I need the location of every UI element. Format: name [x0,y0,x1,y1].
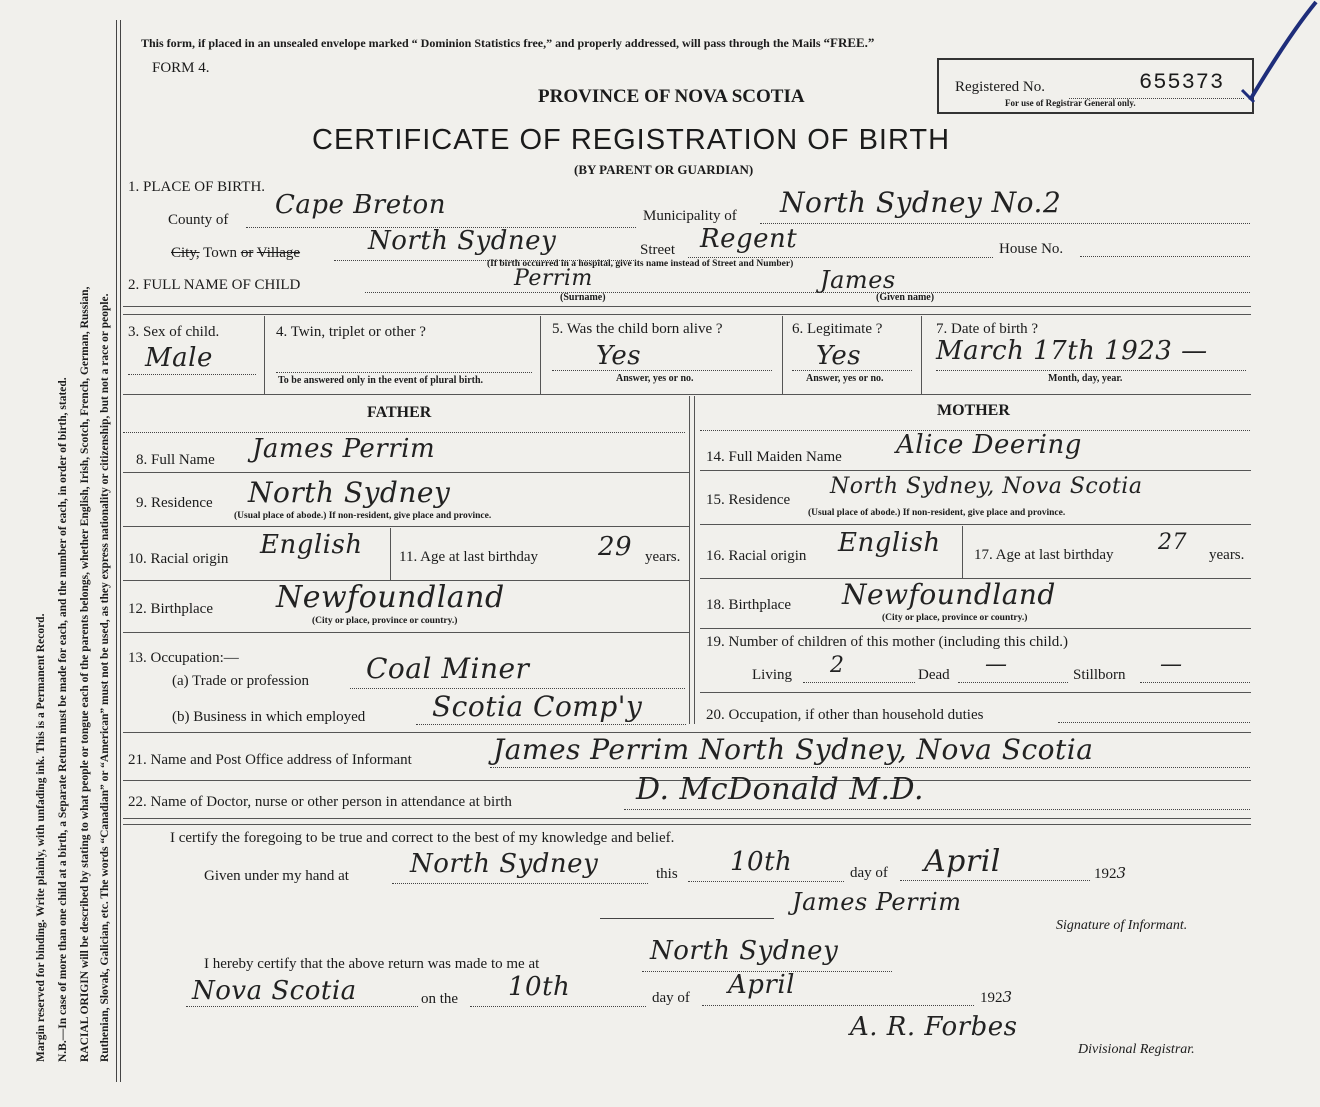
hospital-note: (If birth occurred in a hospital, give its name instead of Street and Number) [487,259,794,269]
mother-race-divider [962,526,963,578]
father-race-divider [390,528,391,580]
dob-label: 7. Date of birth ? [936,321,1039,337]
registrar-day-of-label: day of [652,990,690,1006]
form-number: FORM 4. [152,60,210,76]
mother-stillborn-label: Stillborn [1073,667,1126,683]
registrar-province-line [186,1006,418,1007]
surname-caption: (Surname) [560,292,606,303]
county-value: Cape Breton [275,190,446,220]
twin-note: To be answered only in the event of plural birth. [278,375,484,386]
margin-note-racial-origin: RACIAL ORIGIN will be described by stating to what people or tongue each of the parents belongs, whether English, Irish, Scotch, French, German, Russian, [79,286,91,1062]
registered-number: 655373 [1139,70,1225,95]
child-name-label: 2. FULL NAME OF CHILD [128,277,301,293]
registered-label: Registered No. [955,79,1045,95]
certificate-subtitle: (BY PARENT OR GUARDIAN) [574,162,754,177]
registrar-day-line [470,1006,646,1007]
cert-day-line [688,881,844,882]
father-occupation-label: 13. Occupation:— [128,650,239,666]
father-business-value: Scotia Comp'y [432,690,643,723]
street-label: Street [640,242,675,258]
alive-line [552,370,772,371]
twin-line [276,372,532,373]
mother-age-years: years. [1209,547,1245,563]
certificate-title: CERTIFICATE OF REGISTRATION OF BIRTH [312,124,951,156]
father-trade-label: (a) Trade or profession [172,673,310,689]
registrar-year: 1923 [980,988,1013,1006]
registrar-month-line [702,1005,974,1006]
rule-19 [700,692,1251,693]
mother-living-value: 2 [830,653,845,678]
mother-age-value: 27 [1158,530,1187,555]
cert-day-of-label: day of [850,865,888,881]
signature-caption: Signature of Informant. [1056,918,1188,933]
informant-value: James Perrim North Sydney, Nova Scotia [493,733,1094,766]
column-divider-a [689,396,690,724]
rule-22b [123,824,1251,825]
given-under-hand-label: Given under my hand at [204,868,349,884]
father-race-value: English [260,530,363,560]
column-divider-b [694,396,695,724]
rule-22a [123,818,1251,819]
registrar-place-value: North Sydney [650,936,839,966]
alive-value: Yes [596,341,642,371]
divider-twin [540,316,541,394]
mother-residence-caption: (Usual place of abode.) If non-resident, give place and province. [808,508,1066,518]
twin-label: 4. Twin, triplet or other ? [276,324,426,340]
municipality-label: Municipality of [643,208,737,224]
rule-row-3 [123,394,1251,395]
place-of-birth-heading: 1. PLACE OF BIRTH. [128,179,266,195]
sex-label: 3. Sex of child. [128,324,220,340]
town-label: City, Town or Village [171,245,301,261]
father-residence-value: North Sydney [248,476,451,509]
certification-statement: I certify the foregoing to be true and correct to the best of my knowledge and belief. [170,830,675,846]
sex-line [128,374,256,375]
father-trade-value: Coal Miner [366,652,530,685]
margin-note-binding: Margin reserved for binding. Write plainly, with unfading ink. This is a Permanent Record. [35,613,47,1062]
cert-this-label: this [656,866,678,882]
legit-value: Yes [816,341,862,371]
registrar-caption: Divisional Registrar. [1078,1042,1195,1057]
mother-name-value: Alice Deering [896,430,1082,460]
mother-birthplace-value: Newfoundland [842,578,1056,611]
father-age-value: 29 [598,532,633,562]
house-number-label: House No. [999,241,1064,257]
rule-top-1 [123,306,1251,307]
mother-stillborn-line [1140,682,1250,683]
doctor-value: D. McDonald M.D. [636,772,925,807]
province-heading: PROVINCE OF NOVA SCOTIA [538,86,805,107]
child-surname: Perrim [514,266,593,291]
rule-12 [123,632,689,633]
father-age-years: years. [645,549,681,565]
signature-rule [600,918,774,919]
registrar-signature: A. R. Forbes [850,1012,1018,1042]
municipality-value: North Sydney No.2 [780,186,1062,219]
father-birthplace-label: 12. Birthplace [128,601,213,617]
father-business-label: (b) Business in which employed [172,709,366,725]
mother-age-label: 17. Age at last birthday [974,547,1114,563]
father-race-label: 10. Racial origin [128,551,229,567]
informant-signature: James Perrim [792,888,962,916]
registrar-day-value: 10th [508,972,571,1002]
cert-day-value: 10th [730,847,793,877]
father-heading-rule [123,432,685,433]
binding-margin-rule [116,20,121,1082]
mother-heading: MOTHER [937,402,1010,419]
legit-caption: Answer, yes or no. [806,373,884,384]
street-line [688,257,993,258]
child-given-name: James [820,266,896,294]
mother-birthplace-label: 18. Birthplace [706,597,791,613]
registered-number-box [937,58,1254,114]
dob-value: March 17th 1923 — [936,336,1208,366]
father-residence-caption: (Usual place of abode.) If non-resident, give place and province. [234,511,492,521]
father-birthplace-value: Newfoundland [276,580,505,615]
mother-race-label: 16. Racial origin [706,548,807,564]
mother-residence-value: North Sydney, Nova Scotia [830,474,1143,499]
informant-label: 21. Name and Post Office address of Informant [128,752,412,768]
cert-month-line [900,880,1090,881]
alive-caption: Answer, yes or no. [616,373,694,384]
dob-caption: Month, day, year. [1048,373,1123,384]
father-name-value: James Perrim [252,434,436,464]
registrar-month-value: April [728,970,795,1000]
rule-top-2 [123,314,1251,315]
divider-legit [921,316,922,394]
pen-check-mark [1238,0,1320,105]
municipality-line [760,223,1250,224]
registrar-on-the-label: on the [421,991,459,1007]
sex-value: Male [145,343,213,373]
cert-place-line [392,883,648,884]
father-business-line [416,724,686,725]
rule-8 [123,472,689,473]
mother-dead-value: — [985,652,1008,677]
rule-15 [700,524,1251,525]
father-age-label: 11. Age at last birthday [399,549,538,565]
registered-note: For use of Registrar General only. [1005,98,1136,108]
rule-14 [700,470,1251,471]
legit-label: 6. Legitimate ? [792,321,883,337]
rule-18 [700,628,1251,629]
mother-birthplace-caption: (City or place, province or country.) [882,613,1028,623]
registrar-province-value: Nova Scotia [192,976,357,1006]
mother-living-label: Living [752,667,792,683]
mother-occupation-line [1058,722,1250,723]
mother-stillborn-value: — [1160,652,1183,677]
cert-month-value: April [924,844,1001,879]
doctor-line [624,809,1250,810]
mother-living-line [803,682,915,683]
father-name-label: 8. Full Name [136,452,215,468]
informant-line [490,767,1250,768]
father-residence-label: 9. Residence [136,495,213,511]
given-name-caption: (Given name) [876,292,935,303]
registrar-statement: I hereby certify that the above return was made to me at [204,956,540,972]
divider-sex [264,316,265,394]
father-heading: FATHER [367,404,432,421]
divider-alive [782,316,783,394]
margin-note-racial-origin-cont: Ruthenian, Slovak, Galician, etc. The words “Canadian” or “American” must not be used, as they express nationality or citizenship, but not a race or people. [99,293,111,1062]
dob-line [936,370,1246,371]
mother-children-label: 19. Number of children of this mother (including this child.) [706,634,1069,650]
town-value: North Sydney [368,226,557,256]
mother-dead-line [958,682,1068,683]
county-label: County of [168,212,229,228]
mother-residence-label: 15. Residence [706,492,791,508]
mother-occupation-label: 20. Occupation, if other than household duties [706,707,984,723]
child-name-line [365,292,1250,293]
mother-name-label: 14. Full Maiden Name [706,449,842,465]
doctor-label: 22. Name of Doctor, nurse or other person in attendance at birth [128,794,512,810]
mother-dead-label: Dead [918,667,950,683]
mother-race-value: English [838,528,941,558]
margin-note-plural-births: N.B.—In case of more than one child at a birth, a Separate Return must be made for each, and the number of each, in order of birth, stated. [57,377,69,1062]
cert-year: 1923 [1094,864,1127,882]
street-value: Regent [700,224,798,254]
cert-place-value: North Sydney [410,849,599,879]
father-trade-line [350,688,685,689]
rule-9 [123,526,689,527]
father-birthplace-caption: (City or place, province or country.) [312,616,458,626]
postal-notice: This form, if placed in an unsealed envelope marked “ Dominion Statistics free,” and properly addressed, will pass through the Mails “FREE.” [141,35,875,50]
alive-label: 5. Was the child born alive ? [552,321,723,337]
house-number-line [1080,256,1250,257]
